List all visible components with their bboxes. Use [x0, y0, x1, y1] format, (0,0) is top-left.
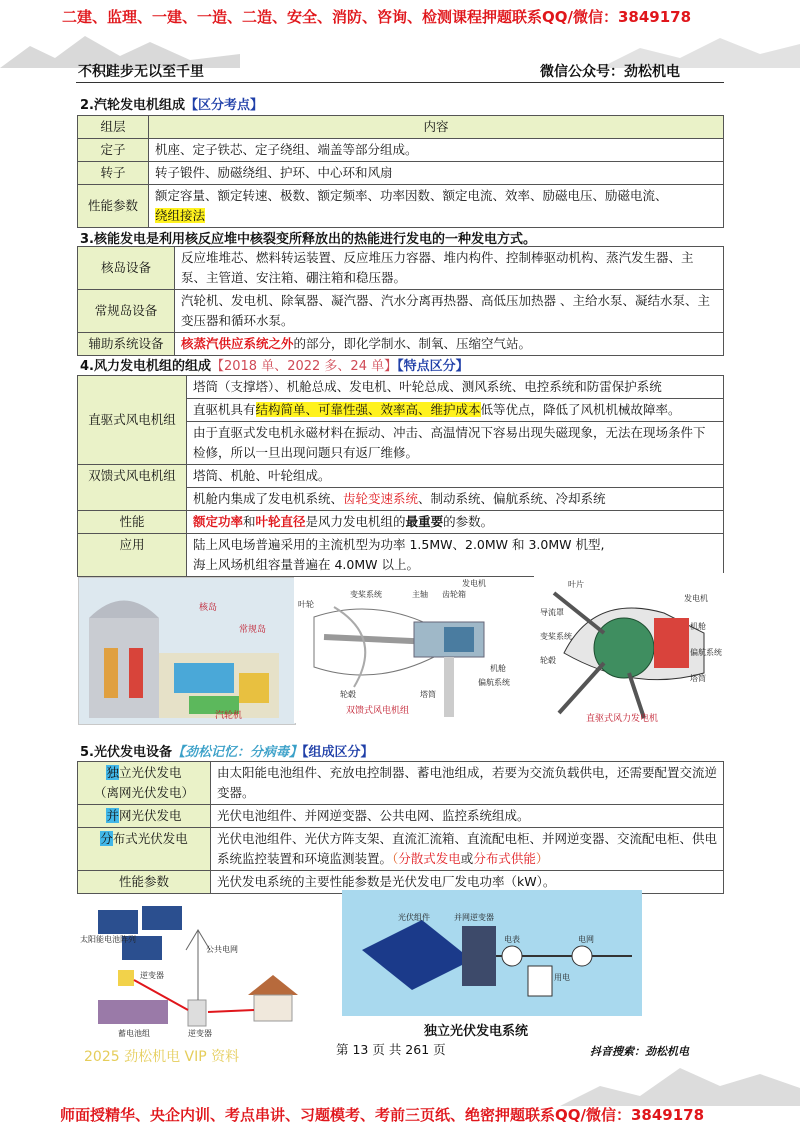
table-row	[78, 290, 724, 333]
diagram-label: 逆变器	[188, 1029, 212, 1038]
row-content	[187, 399, 724, 422]
red-text: 核蒸汽供应系统之外	[181, 336, 294, 351]
red-text: 叶轮直径	[255, 514, 306, 529]
row-text: 和	[243, 514, 256, 529]
cyan-highlight: 分	[100, 831, 113, 846]
doubly-fed-turbine-image	[294, 577, 524, 723]
row-text: 低等优点，降低了风机机械故障率。	[480, 402, 681, 417]
row-text: 海上风场机组容量普遍在 4.0MW 以上。	[193, 557, 419, 572]
row-content	[149, 185, 724, 228]
row-content: 光伏发电系统的主要性能参数是光伏发电厂发电功率（kW）。	[211, 871, 724, 894]
row-label: 应用	[78, 534, 187, 577]
table-row	[78, 511, 724, 534]
diagram-label: 蓄电池组	[118, 1029, 150, 1038]
label-turbine: 汽轮机	[215, 711, 243, 721]
bold-text: 最重要	[405, 514, 444, 529]
grid-pv-illustration-icon	[78, 900, 326, 1042]
diagram-label: 机舱	[490, 664, 506, 673]
diagram-label: 塔筒	[690, 674, 706, 683]
mountain-decoration-icon	[560, 1056, 800, 1106]
diagram-label: 导流罩	[540, 608, 564, 617]
table-row	[78, 762, 724, 805]
diagram-label: 齿轮箱	[442, 590, 466, 599]
highlight-text: 绕组接法	[155, 208, 206, 223]
row-text: 光伏电池组件、光伏方阵支架、直流汇流箱、直流配电柜、并网逆变器、交流配电柜、供电系统监控装置和环境监测装置。	[217, 831, 718, 866]
label-text: 布式光伏发电	[112, 831, 188, 846]
table-row	[78, 465, 724, 488]
diagram-label: 叶轮	[298, 600, 314, 609]
section5-memo: 【劲松记忆：分病毒】	[171, 745, 302, 760]
diagram-label: 叶片	[568, 580, 584, 589]
diagram-label: 偏航系统	[478, 678, 510, 687]
red-text: 分散式发电	[398, 851, 461, 866]
standalone-pv-illustration-icon	[342, 890, 642, 1016]
table-header-cell: 内容	[149, 116, 724, 139]
row-content: 机座、定子铁芯、定子绕组、端盖等部分组成。	[149, 139, 724, 162]
diagram-label: 太阳能电池阵列	[80, 935, 136, 944]
row-label: 核岛设备	[78, 247, 175, 290]
table-header-cell: 组层	[78, 116, 149, 139]
page-number: 第 13 页 共 261 页	[336, 1042, 446, 1057]
diagram-label: 并网逆变器	[454, 913, 494, 922]
section2-heading	[80, 94, 263, 113]
diagram-label: 电表	[504, 935, 520, 944]
vip-watermark: 2025 劲松机电 VIP 资料	[84, 1049, 240, 1065]
row-content	[187, 511, 724, 534]
diagram-label: 逆变器	[140, 971, 164, 980]
red-text: （	[392, 851, 399, 866]
section5-tag: 【组成区分】	[302, 745, 374, 760]
header-divider	[76, 82, 724, 83]
nuclear-plant-illustration-icon	[79, 578, 295, 724]
red-text: 额定功率	[193, 514, 244, 529]
row-label: 性能参数	[78, 871, 211, 894]
section5-table	[77, 761, 724, 894]
table-row	[78, 333, 724, 356]
row-text: 是风力发电机组的	[305, 514, 406, 529]
table-row	[78, 376, 724, 399]
row-text: 或	[460, 851, 474, 866]
table-row	[78, 139, 724, 162]
grid-pv-image	[78, 900, 326, 1042]
row-text: 的部分，即化学制水、制氧、压缩空气站。	[293, 336, 532, 351]
diagram-caption: 直驱式风力发电机	[586, 714, 659, 723]
row-text: 直驱机具有	[193, 402, 256, 417]
header-right: 微信公众号：劲松机电	[540, 64, 680, 80]
row-content	[211, 828, 724, 871]
diagram-label: 电网	[578, 935, 594, 944]
pv-caption: 独立光伏发电系统	[424, 1024, 529, 1039]
section5-heading	[80, 741, 374, 760]
diagram-label: 公共电网	[206, 945, 238, 954]
table-row	[78, 534, 724, 577]
red-text: ）	[535, 851, 549, 866]
table-row	[78, 116, 724, 139]
table-row	[78, 805, 724, 828]
diagram-label: 机舱	[690, 622, 706, 631]
row-label	[78, 805, 211, 828]
row-label: 定子	[78, 139, 149, 162]
table-row	[78, 162, 724, 185]
row-content	[175, 333, 724, 356]
diagram-label: 塔筒	[420, 690, 436, 699]
table-row	[78, 185, 724, 228]
row-label: 转子	[78, 162, 149, 185]
red-text: 分布式供能	[473, 851, 536, 866]
row-label: 常规岛设备	[78, 290, 175, 333]
section4-table	[77, 375, 724, 577]
section4-tag: 【特点区分】	[397, 359, 469, 374]
promo-bottom: 师面授精华、央企内训、考点串讲、习题模考、考前三页纸、绝密押题联系QQ/微信：3849178	[60, 1106, 705, 1124]
row-content: 转子锻件、励磁绕组、护环、中心环和风扇	[149, 162, 724, 185]
highlight-text: 结构简单、可靠性强、效率高、维护成本	[255, 402, 481, 417]
row-label	[78, 762, 211, 805]
diagram-label: 光伏组件	[398, 913, 430, 922]
diagram-label: 变桨系统	[350, 590, 382, 599]
row-content: 塔筒（支撑塔）、机舱总成、发电机、叶轮总成、测风系统、电控系统和防雷保护系统	[187, 376, 724, 399]
header-left: 不积跬步无以至千里	[78, 64, 204, 80]
row-content: 由太阳能电池组件、充放电控制器、蓄电池组成，若要为交流负载供电，还需要配置交流逆变器。	[211, 762, 724, 805]
row-label	[78, 828, 211, 871]
label-text: 网光伏发电	[119, 808, 182, 823]
label-conventional-island: 常规岛	[239, 625, 267, 635]
nuclear-plant-image	[78, 577, 296, 725]
row-text: 的参数。	[443, 514, 494, 529]
row-content: 汽轮机、发电机、除氧器、凝汽器、汽水分离再热器、高低压加热器 、主给水泵、凝结水泵、主变压器和循环水泵。	[175, 290, 724, 333]
row-content: 塔筒、机舱、叶轮组成。	[187, 465, 724, 488]
cyan-highlight: 独	[106, 765, 119, 780]
section4-years: 【2018 单、2022 多、24 单】	[210, 359, 398, 374]
diagram-label: 主轴	[412, 590, 428, 599]
red-text: 齿轮变速系统	[343, 491, 419, 506]
section3-title: 3.核能发电是利用核反应堆中核裂变所释放出的热能进行发电的一种发电方式。	[80, 232, 536, 247]
row-content	[187, 488, 724, 511]
diagram-label: 轮毂	[540, 656, 556, 665]
direct-drive-turbine-image	[534, 573, 724, 723]
row-content: 反应堆堆芯、燃料转运装置、反应堆压力容器、堆内构件、控制棒驱动机构、蒸汽发生器、主泵、主管道、安注箱、硼注箱和稳压器。	[175, 247, 724, 290]
doubly-fed-turbine-diagram-icon	[294, 577, 524, 723]
standalone-pv-image	[342, 890, 642, 1016]
section3-table	[77, 246, 724, 356]
row-label: 双馈式风电机组	[78, 465, 187, 511]
section5-title: 5.光伏发电设备	[80, 745, 172, 760]
diagram-label: 偏航系统	[690, 648, 722, 657]
section2-table	[77, 115, 724, 228]
promo-top: 二建、监理、一建、一造、二造、安全、消防、咨询、检测课程押题联系QQ/微信：3849178	[62, 8, 692, 26]
row-content: 由于直驱式发电机永磁材料在振动、冲击、高温情况下容易出现失磁现象，无法在现场条件下检修，所以一旦出现问题只有返厂维修。	[187, 422, 724, 465]
diagram-label: 轮毂	[340, 690, 356, 699]
table-row	[78, 828, 724, 871]
row-text: 机舱内集成了发电机系统、	[193, 491, 344, 506]
row-text: 额定容量、额定转速、极数、额定频率、功率因数、额定电流、效率、励磁电压、励磁电流、	[155, 188, 668, 203]
section2-title: 2.汽轮发电机组成	[80, 98, 185, 113]
label-nuclear-island: 核岛	[199, 603, 218, 613]
row-label: 直驱式风电机组	[78, 376, 187, 465]
section4-title: 4.风力发电机组的组成	[80, 359, 211, 374]
row-label: 性能参数	[78, 185, 149, 228]
row-text: 陆上风电场普遍采用的主流机型为功率 1.5MW、2.0MW 和 3.0MW 机型,	[193, 537, 605, 552]
section4-heading	[80, 355, 469, 374]
diagram-label: 发电机	[462, 579, 486, 588]
table-row	[78, 247, 724, 290]
douyin-search: 抖音搜索：劲松机电	[590, 1045, 689, 1058]
diagram-caption: 双馈式风电机组	[346, 706, 410, 716]
row-text: 、制动系统、偏航系统、冷却系统	[418, 491, 606, 506]
cyan-highlight: 并	[106, 808, 119, 823]
row-content	[187, 534, 724, 577]
section2-tag: 【区分考点】	[184, 98, 263, 113]
row-label: 辅助系统设备	[78, 333, 175, 356]
row-label: 性能	[78, 511, 187, 534]
diagram-label: 发电机	[684, 594, 708, 603]
label-text: （离网光伏发电）	[93, 785, 194, 800]
row-content: 光伏电池组件、并网逆变器、公共电网、监控系统组成。	[211, 805, 724, 828]
diagram-label: 用电	[554, 973, 570, 982]
diagram-label: 变桨系统	[540, 632, 572, 641]
label-text: 立光伏发电	[119, 765, 182, 780]
